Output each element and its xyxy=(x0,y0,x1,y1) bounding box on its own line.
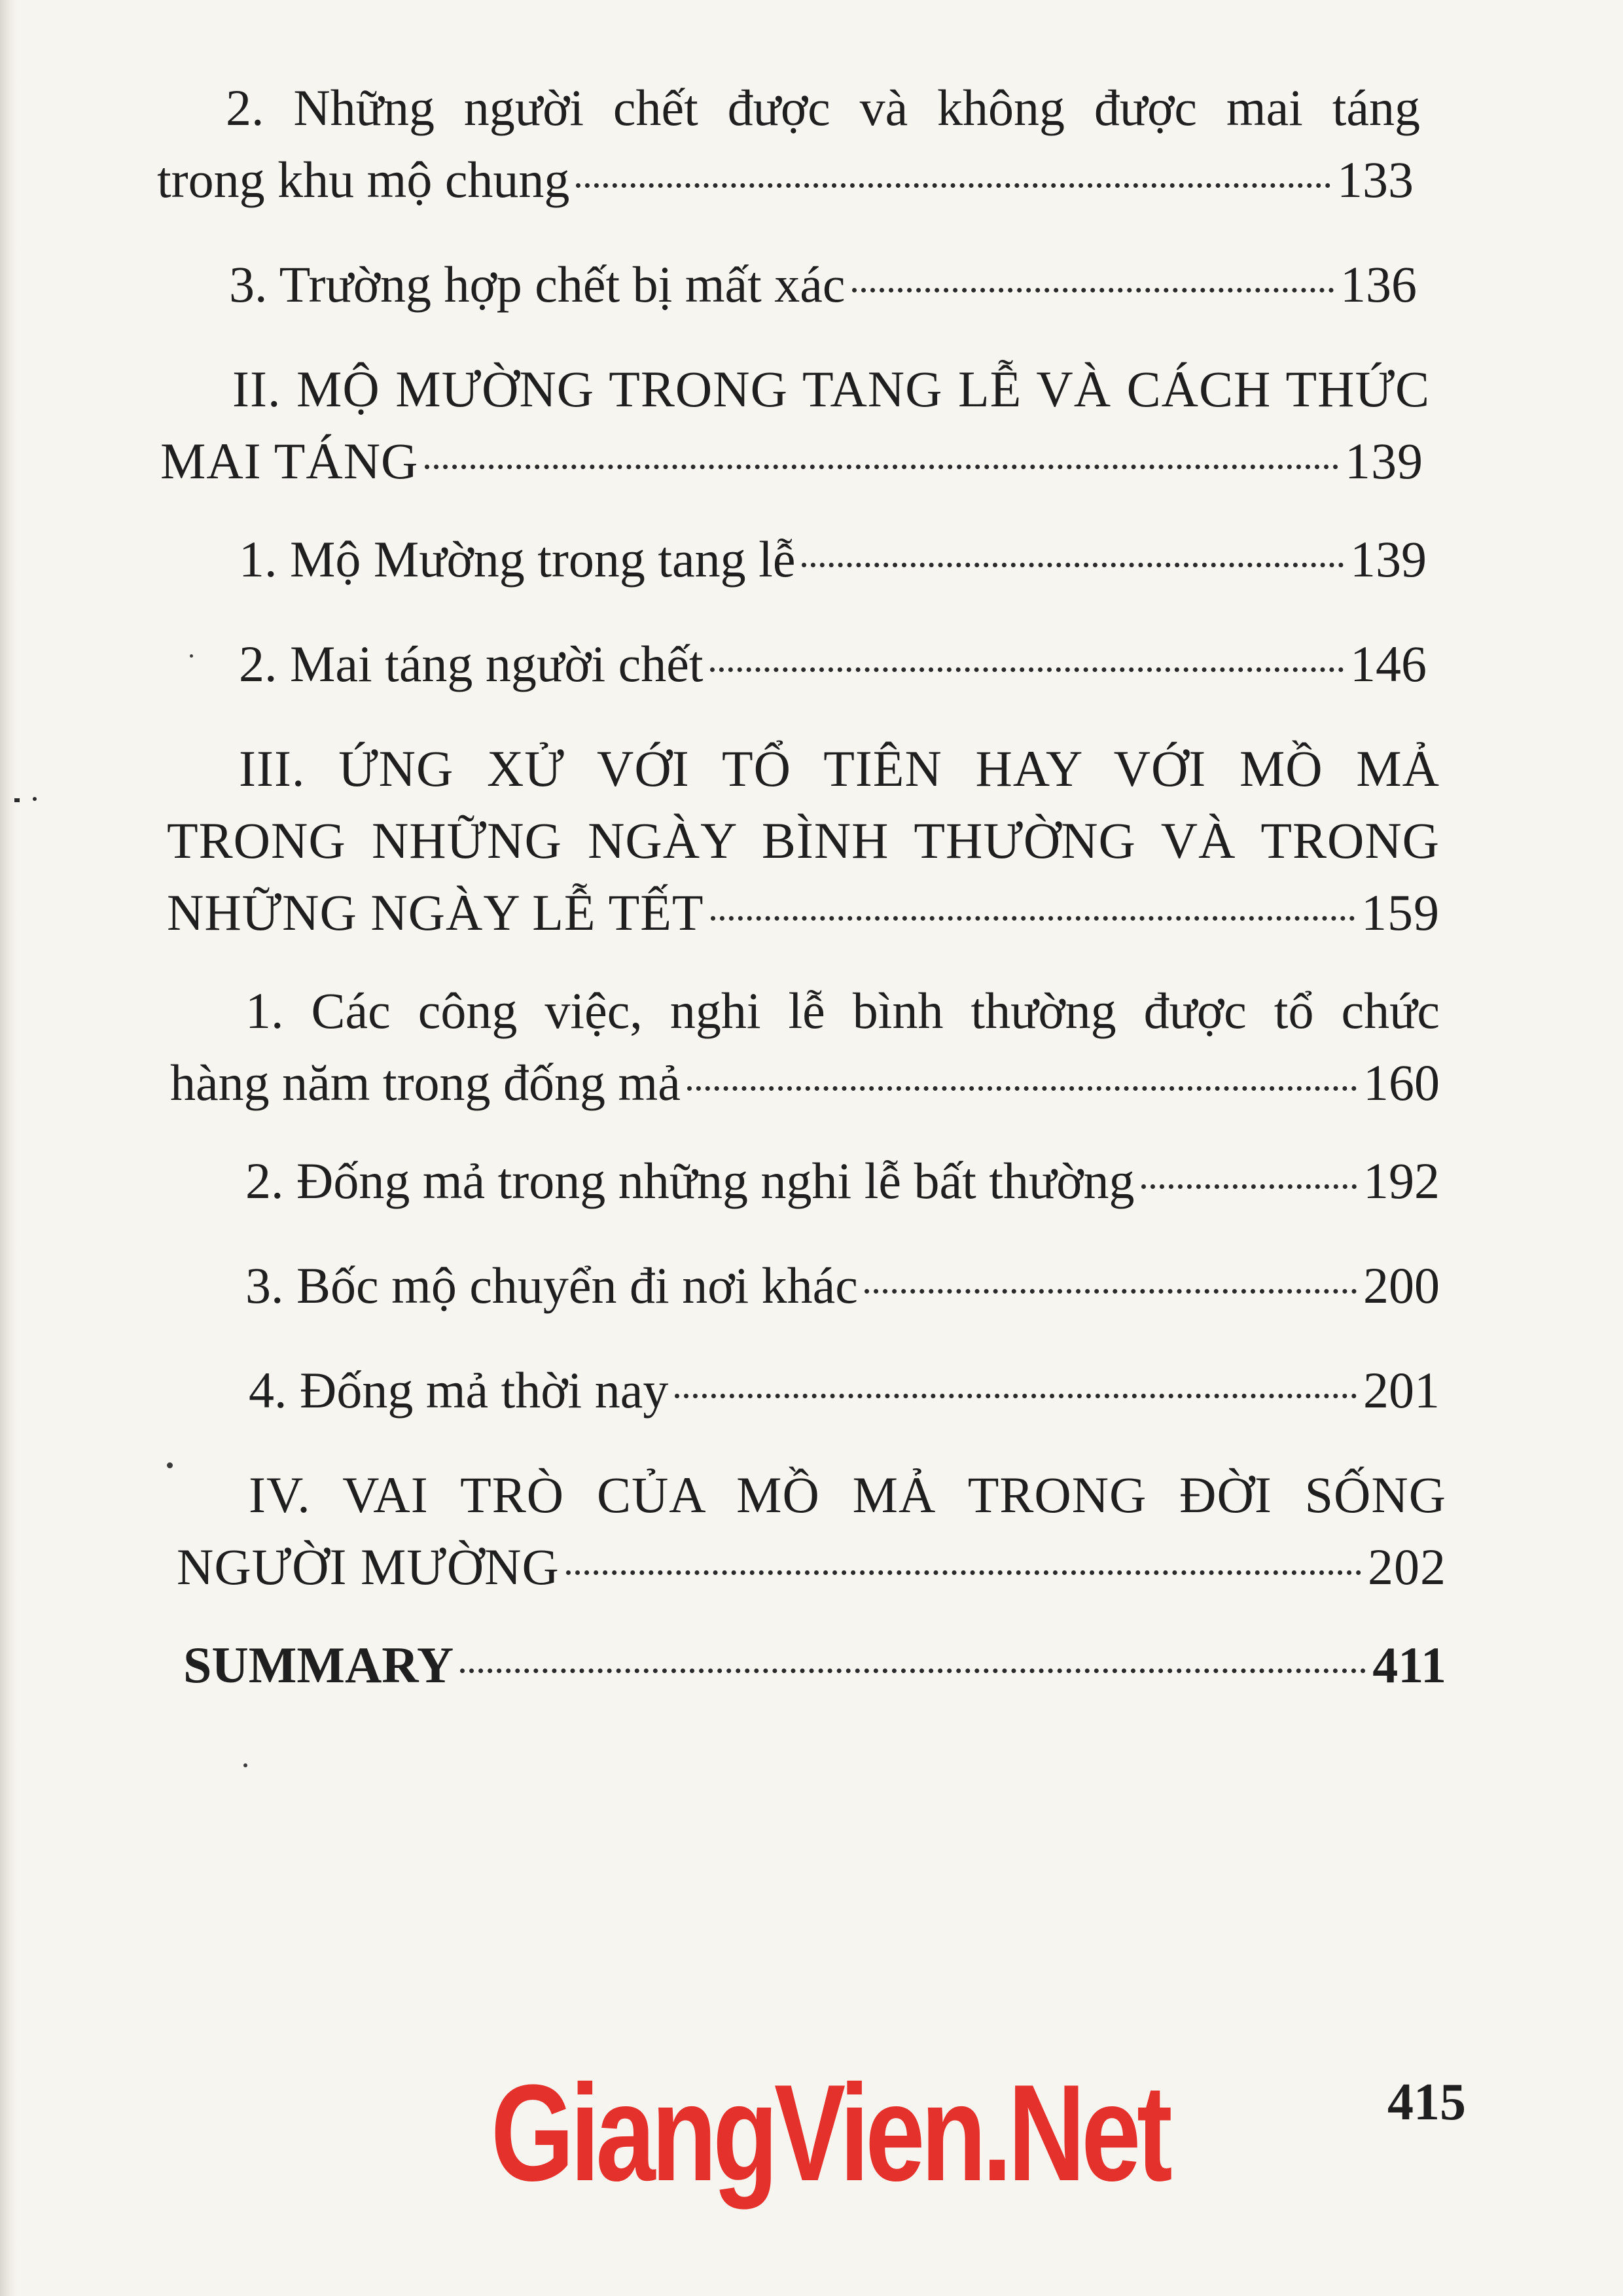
toc-page-number: 139 xyxy=(1345,433,1423,489)
toc-entry-title-line: 2. Những người chết được và không được mai táng xyxy=(226,79,1420,136)
toc-entry-title: 4. Đống mả thời nay xyxy=(249,1362,669,1419)
toc-entry-line xyxy=(245,1250,1440,1322)
toc-page-number: 159 xyxy=(1361,884,1440,941)
toc-entry-title: 3. Trường hợp chết bị mất xác xyxy=(229,256,846,313)
toc-entry xyxy=(157,249,1466,321)
toc-entry-line xyxy=(239,523,1427,595)
toc-entry xyxy=(157,733,1466,955)
toc-entry-title: SUMMARY xyxy=(183,1636,454,1693)
toc-page-number: 192 xyxy=(1363,1152,1440,1209)
toc-entry-line xyxy=(229,249,1417,321)
toc-entry-title-line: IV. VAI TRÒ CỦA MỒ MẢ TRONG ĐỜI SỐNG xyxy=(249,1466,1446,1523)
toc-entry-line xyxy=(160,425,1423,497)
toc-page-number: 201 xyxy=(1363,1362,1440,1419)
toc-entry xyxy=(157,523,1466,595)
toc-entry-title: NHỮNG NGÀY LỄ TẾT xyxy=(167,884,704,941)
toc-entry-title: 2. Mai táng người chết xyxy=(239,635,704,692)
toc-page-number: 200 xyxy=(1363,1257,1440,1314)
toc-entry xyxy=(157,1629,1466,1701)
dot-leader xyxy=(675,1394,1357,1398)
toc-entry-title: hàng năm trong đống mả xyxy=(170,1054,681,1111)
toc-entry xyxy=(157,1459,1466,1610)
toc-entry-title: 1. Mộ Mường trong tang lễ xyxy=(239,531,796,588)
speck xyxy=(243,1763,247,1767)
dot-leader xyxy=(802,563,1344,567)
toc-entry-line xyxy=(177,1531,1446,1603)
dot-leader xyxy=(710,667,1344,672)
dot-leader xyxy=(687,1086,1357,1091)
dot-leader xyxy=(576,183,1330,188)
toc-entry-title-line: 1. Các công việc, nghi lễ bình thường được tổ chức xyxy=(245,982,1440,1039)
dot-leader xyxy=(425,465,1338,469)
dot-leader xyxy=(1141,1184,1357,1189)
toc-entry-line xyxy=(157,144,1414,216)
toc-page-number: 202 xyxy=(1368,1538,1446,1595)
dot-leader xyxy=(460,1669,1366,1673)
toc-entry-title-line: II. MỘ MƯỜNG TRONG TANG LỄ VÀ CÁCH THỨC xyxy=(232,361,1430,417)
toc-entry-title: trong khu mộ chung xyxy=(157,151,570,208)
toc-entry-line xyxy=(170,1047,1440,1119)
toc-entry-title-line: TRONG NHỮNG NGÀY BÌNH THƯỜNG VÀ TRONG xyxy=(167,812,1440,869)
toc-entry xyxy=(157,628,1466,700)
toc-entry-title: 2. Đống mả trong những nghi lễ bất thường xyxy=(245,1152,1135,1209)
toc-entry-title: MAI TÁNG xyxy=(160,433,419,489)
edge-mark xyxy=(14,798,20,802)
watermark-logo: GiangVien.Net xyxy=(491,2056,1169,2210)
toc-entry-title: NGƯỜI MƯỜNG xyxy=(177,1538,560,1595)
toc-entry-line xyxy=(183,1629,1446,1701)
toc-page-number: 411 xyxy=(1372,1636,1446,1693)
toc-entry-line xyxy=(239,628,1427,700)
toc-entry-line xyxy=(167,877,1440,949)
toc-entry-line xyxy=(245,1145,1440,1217)
toc-page-number: 160 xyxy=(1363,1054,1440,1111)
toc-entry-title: 3. Bốc mộ chuyển đi nơi khác xyxy=(245,1257,858,1314)
toc-entry xyxy=(157,975,1466,1125)
toc-page-number: 136 xyxy=(1340,256,1417,313)
toc-entry-line xyxy=(249,1354,1440,1426)
toc-entry-title-line: III. ỨNG XỬ VỚI TỔ TIÊN HAY VỚI MỒ MẢ xyxy=(239,740,1440,797)
dot-leader xyxy=(566,1570,1361,1575)
toc-entry xyxy=(157,353,1466,504)
dot-leader xyxy=(711,916,1355,921)
toc-page-number: 133 xyxy=(1337,151,1414,208)
toc-entry xyxy=(157,1145,1466,1217)
dot-leader xyxy=(852,288,1334,292)
toc-page-number: 146 xyxy=(1350,635,1427,692)
toc-entry xyxy=(157,1250,1466,1322)
edge-mark xyxy=(33,797,37,801)
page-edge xyxy=(0,0,17,2296)
dot-leader xyxy=(865,1289,1357,1294)
toc-page-number: 139 xyxy=(1350,531,1427,588)
toc-entry xyxy=(157,1354,1466,1426)
toc-entry xyxy=(157,72,1466,222)
page-number: 415 xyxy=(1387,2074,1466,2131)
